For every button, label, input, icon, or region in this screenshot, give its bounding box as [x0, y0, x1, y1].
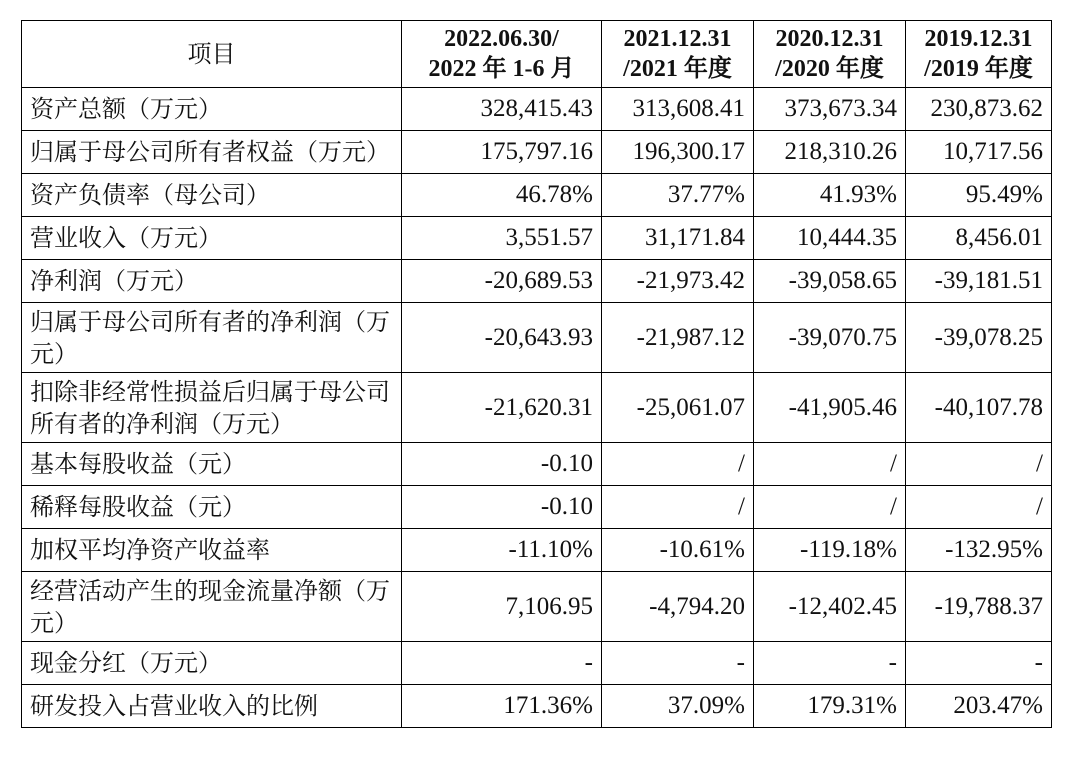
table-row — [22, 131, 1052, 174]
cell-value: -39,070.75 — [754, 303, 906, 373]
row-label: 研发投入占营业收入的比例 — [22, 685, 402, 728]
row-label: 经营活动产生的现金流量净额（万元） — [22, 572, 402, 642]
header-item: 项目 — [22, 21, 402, 88]
cell-value: 8,456.01 — [906, 217, 1052, 260]
financial-table-container — [21, 20, 1051, 728]
cell-value: 328,415.43 — [402, 88, 602, 131]
table-row — [22, 88, 1052, 131]
cell-value: -4,794.20 — [602, 572, 754, 642]
cell-value: -132.95% — [906, 529, 1052, 572]
cell-value: 31,171.84 — [602, 217, 754, 260]
cell-value: 171.36% — [402, 685, 602, 728]
cell-value: 95.49% — [906, 174, 1052, 217]
cell-value: -39,058.65 — [754, 260, 906, 303]
table-row — [22, 685, 1052, 728]
cell-value: 203.47% — [906, 685, 1052, 728]
cell-value: -21,620.31 — [402, 373, 602, 443]
table-row — [22, 529, 1052, 572]
cell-value: -119.18% — [754, 529, 906, 572]
financial-summary-table — [21, 20, 1052, 728]
row-label: 归属于母公司所有者的净利润（万元） — [22, 303, 402, 373]
cell-value: / — [602, 443, 754, 486]
cell-value: 196,300.17 — [602, 131, 754, 174]
cell-value: - — [906, 642, 1052, 685]
table-row — [22, 486, 1052, 529]
row-label: 资产总额（万元） — [22, 88, 402, 131]
cell-value: / — [906, 443, 1052, 486]
cell-value: - — [602, 642, 754, 685]
header-2021 — [602, 21, 754, 88]
cell-value: 37.77% — [602, 174, 754, 217]
row-label: 基本每股收益（元） — [22, 443, 402, 486]
cell-value: / — [754, 486, 906, 529]
table-row — [22, 443, 1052, 486]
row-label: 现金分红（万元） — [22, 642, 402, 685]
table-row — [22, 174, 1052, 217]
header-2020 — [754, 21, 906, 88]
table-row — [22, 260, 1052, 303]
cell-value: 230,873.62 — [906, 88, 1052, 131]
header-2021-line1: 2021.12.31 — [623, 26, 732, 52]
header-2021-line2: /2021 年度 — [623, 56, 732, 82]
table-row — [22, 642, 1052, 685]
cell-value: -11.10% — [402, 529, 602, 572]
cell-value: 10,444.35 — [754, 217, 906, 260]
cell-value: - — [754, 642, 906, 685]
row-label: 营业收入（万元） — [22, 217, 402, 260]
cell-value: -40,107.78 — [906, 373, 1052, 443]
cell-value: -0.10 — [402, 443, 602, 486]
cell-value: -0.10 — [402, 486, 602, 529]
row-label: 扣除非经常性损益后归属于母公司所有者的净利润（万元） — [22, 373, 402, 443]
cell-value: 179.31% — [754, 685, 906, 728]
cell-value: -39,181.51 — [906, 260, 1052, 303]
cell-value: 218,310.26 — [754, 131, 906, 174]
row-label: 归属于母公司所有者权益（万元） — [22, 131, 402, 174]
cell-value: / — [602, 486, 754, 529]
header-2019-line1: 2019.12.31 — [924, 26, 1033, 52]
cell-value: 3,551.57 — [402, 217, 602, 260]
cell-value: / — [906, 486, 1052, 529]
cell-value: 10,717.56 — [906, 131, 1052, 174]
cell-value: -21,973.42 — [602, 260, 754, 303]
row-label: 资产负债率（母公司） — [22, 174, 402, 217]
cell-value: -21,987.12 — [602, 303, 754, 373]
cell-value: 313,608.41 — [602, 88, 754, 131]
cell-value: -41,905.46 — [754, 373, 906, 443]
cell-value: - — [402, 642, 602, 685]
cell-value: 373,673.34 — [754, 88, 906, 131]
row-label: 加权平均净资产收益率 — [22, 529, 402, 572]
cell-value: -20,643.93 — [402, 303, 602, 373]
table-row — [22, 217, 1052, 260]
row-label: 净利润（万元） — [22, 260, 402, 303]
header-2022h1-line1: 2022.06.30/ — [444, 26, 559, 52]
cell-value: 37.09% — [602, 685, 754, 728]
cell-value: 41.93% — [754, 174, 906, 217]
row-label: 稀释每股收益（元） — [22, 486, 402, 529]
table-row — [22, 572, 1052, 642]
header-2019-line2: /2019 年度 — [924, 56, 1033, 82]
cell-value: 7,106.95 — [402, 572, 602, 642]
cell-value: -10.61% — [602, 529, 754, 572]
cell-value: 175,797.16 — [402, 131, 602, 174]
header-2019 — [906, 21, 1052, 88]
header-2022h1-line2: 2022 年 1-6 月 — [428, 56, 575, 82]
cell-value: 46.78% — [402, 174, 602, 217]
cell-value: -39,078.25 — [906, 303, 1052, 373]
cell-value: -20,689.53 — [402, 260, 602, 303]
table-row — [22, 373, 1052, 443]
cell-value: -19,788.37 — [906, 572, 1052, 642]
header-2020-line2: /2020 年度 — [775, 56, 884, 82]
header-2020-line1: 2020.12.31 — [775, 26, 884, 52]
cell-value: -12,402.45 — [754, 572, 906, 642]
table-row — [22, 303, 1052, 373]
table-header-row — [22, 21, 1052, 88]
cell-value: -25,061.07 — [602, 373, 754, 443]
cell-value: / — [754, 443, 906, 486]
header-2022h1 — [402, 21, 602, 88]
